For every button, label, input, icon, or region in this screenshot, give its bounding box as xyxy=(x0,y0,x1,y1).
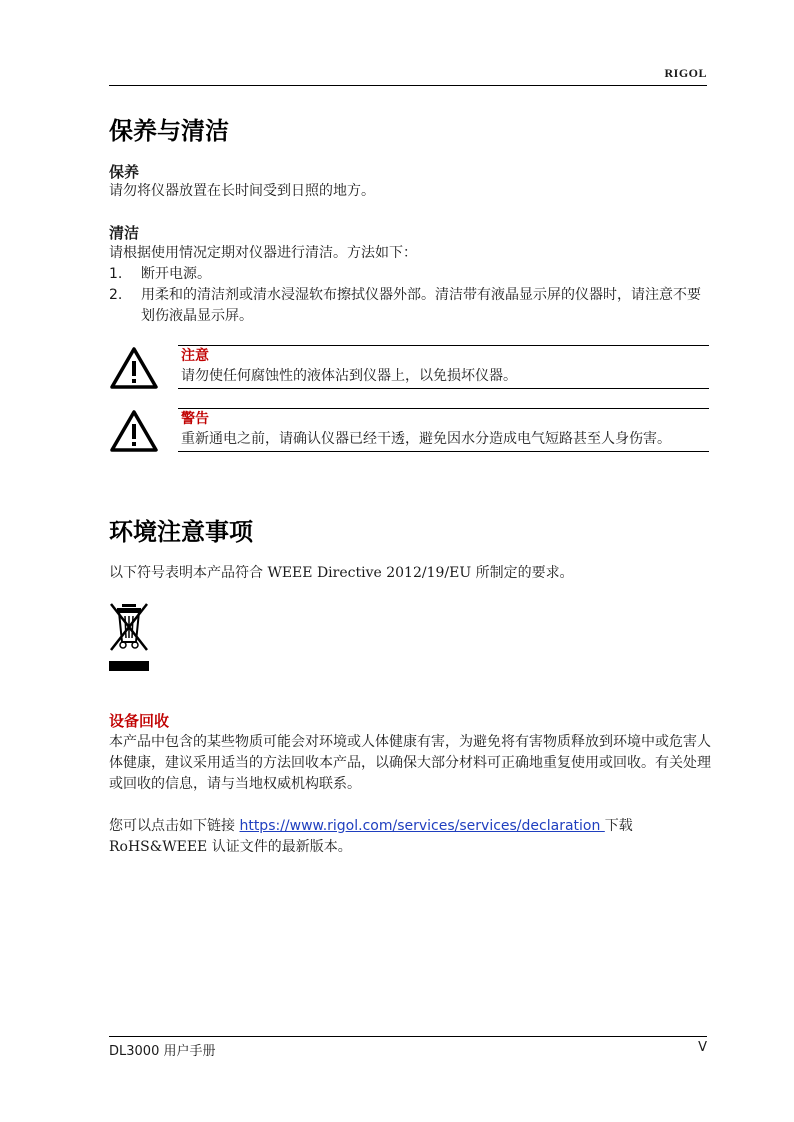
recycling-text: 本产品中包含的某些物质可能会对环境或人体健康有害，为避免将有害物质释放到环境中或危害人体健康，建议采用适当的方法回收本产品，以确保大部分材料可正确地重复使用或回收。有关处理或回收的信息，请与当地权威机构联系。 xyxy=(109,734,711,792)
list-number: 2. xyxy=(109,287,123,303)
section-title-maintenance: 保养与清洁 xyxy=(109,117,229,145)
declaration-link[interactable]: https://www.rigol.com/services/services/declaration xyxy=(239,818,605,834)
caution-text: 请勿使任何腐蚀性的液体沾到仪器上，以免损坏仪器。 xyxy=(181,368,517,384)
download-suffix: 下载 RoHS&WEEE 认证文件的最新版本。 xyxy=(109,818,633,855)
care-text: 请勿将仪器放置在长时间受到日照的地方。 xyxy=(109,183,375,199)
footer-divider xyxy=(109,1036,707,1037)
care-heading: 保养 xyxy=(109,163,140,181)
list-text: 用柔和的清洁剂或清水浸湿软布擦拭仪器外部。清洁带有液晶显示屏的仪器时，请注意不要划伤液晶显示屏。 xyxy=(141,287,701,324)
warning-triangle-icon xyxy=(109,346,159,390)
section-title-environment: 环境注意事项 xyxy=(109,518,253,546)
warning-triangle-icon xyxy=(109,409,159,453)
list-item xyxy=(109,264,709,285)
warning-notice xyxy=(178,408,709,452)
caution-notice xyxy=(178,345,709,389)
recycling-heading: 设备回收 xyxy=(109,712,170,730)
caution-title: 注意 xyxy=(181,348,209,364)
list-item xyxy=(109,285,709,327)
footer-manual-title: DL3000 用户手册 xyxy=(109,1044,216,1059)
weee-crossed-bin-icon xyxy=(109,602,149,672)
warning-title: 警告 xyxy=(181,411,209,427)
download-paragraph xyxy=(109,816,714,858)
cleaning-intro: 请根据使用情况定期对仪器进行清洁。方法如下： xyxy=(109,245,417,261)
header-divider xyxy=(109,85,707,86)
download-prefix: 您可以点击如下链接 xyxy=(109,818,240,834)
footer-page-number: V xyxy=(698,1040,707,1055)
warning-text: 重新通电之前，请确认仪器已经干透，避免因水分造成电气短路甚至人身伤害。 xyxy=(181,431,671,447)
list-number: 1. xyxy=(109,266,123,282)
brand-logo: RIGOL xyxy=(664,66,707,80)
weee-statement: 以下符号表明本产品符合 WEEE Directive 2012/19/EU 所制定的要求。 xyxy=(109,565,574,581)
cleaning-heading: 清洁 xyxy=(109,224,140,242)
list-text: 断开电源。 xyxy=(141,266,211,282)
